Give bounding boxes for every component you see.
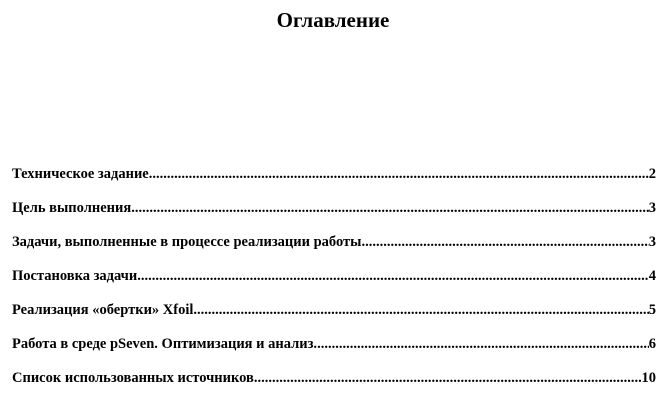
toc-entry[interactable]	[12, 266, 656, 300]
toc-entry[interactable]	[12, 232, 656, 266]
toc-page-number: 6	[648, 336, 656, 352]
toc-entry-text: Работа в среде pSeven. Оптимизация и анализ.	[12, 336, 318, 352]
toc-entry[interactable]	[12, 368, 656, 402]
toc-entry-text: Реализация «обертки» Xfoil.	[12, 302, 198, 318]
toc-page-number: 10	[641, 370, 656, 386]
toc-dot-leader	[149, 164, 649, 184]
toc-entry-text: Техническое задание	[12, 166, 149, 182]
toc-page-number: 4	[648, 268, 656, 284]
toc-dot-leader	[197, 300, 649, 320]
table-of-contents	[12, 164, 656, 402]
toc-entry-text: Список использованных источников	[12, 370, 254, 386]
toc-entry[interactable]	[12, 198, 656, 232]
toc-dot-leader	[141, 266, 649, 286]
toc-page-number: 3	[648, 234, 656, 250]
toc-entry[interactable]	[12, 334, 656, 368]
toc-title: Оглавление	[276, 8, 390, 32]
toc-entry-text: Задачи, выполненные в процессе реализации работы	[12, 234, 362, 250]
toc-page-number: 3	[648, 200, 656, 216]
toc-dot-leader	[361, 232, 648, 252]
toc-entry-text: Постановка задачи.	[12, 268, 141, 284]
toc-page-number: 5	[648, 302, 656, 318]
toc-dot-leader	[254, 368, 642, 388]
toc-entry[interactable]	[12, 164, 656, 198]
toc-entry[interactable]	[12, 300, 656, 334]
toc-entry-text: Цель выполнения	[12, 200, 132, 216]
toc-dot-leader	[317, 334, 649, 354]
toc-page-number: 2	[648, 166, 656, 182]
toc-dot-leader	[131, 198, 649, 218]
